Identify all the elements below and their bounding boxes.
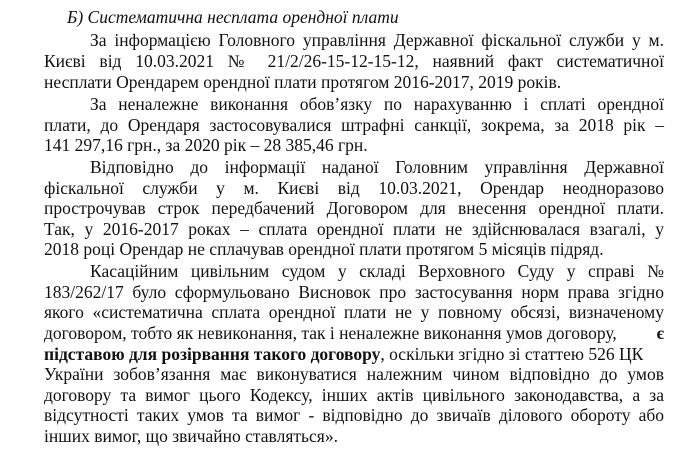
paragraph-1-line-3: несплати Орендарем орендної плати протягом 2016-2017, 2019 років. bbox=[44, 71, 562, 92]
paragraph-4-line-5-bold: підставою для розірвання такого договору bbox=[44, 343, 381, 364]
paragraph-3-line-1: Відповідно до інформації наданої Головним управління Державної bbox=[90, 156, 664, 177]
paragraph-4-line-7: договору та вимог цього Кодексу, інших актів цивільного законодавства, а за bbox=[44, 384, 664, 405]
paragraph-1-line-2: Києві від 10.03.2021 № 21/2/26-15-12-15-12, наявний факт систематичної bbox=[44, 51, 664, 72]
paragraph-3-line-2: фіскальної служби у м. Києві від 10.03.2021, Орендар неодноразово bbox=[44, 177, 664, 198]
paragraph-4-line-6: України зобов’язання має виконуватися належним чином відповідно до умов bbox=[44, 364, 664, 385]
paragraph-4-line-8: відсутності таких умов та вимог - відповідно до звичаїв ділового обороту або bbox=[44, 405, 664, 426]
paragraph-4-line-9: інших вимог, що звичайно ставляться». bbox=[44, 426, 338, 446]
paragraph-4-line-5 bbox=[44, 343, 643, 365]
paragraph-4-line-4-regular: договором, тобто як невиконання, так і неналежне виконання умов договору, bbox=[44, 322, 617, 343]
paragraph-1-line-1: За інформацією Головного управління Державної фіскальної служби у м. bbox=[90, 30, 664, 51]
paragraph-4-line-2: 183/262/17 було сформульовано Висновок про застосування норм права згідно bbox=[44, 281, 664, 302]
paragraph-4-line-4 bbox=[44, 322, 664, 344]
paragraph-4-line-3: якого «систематична сплата орендної плати не у повному обсязі, визначеному bbox=[44, 302, 664, 323]
paragraph-4-line-5-regular: , оскільки згідно зі статтею 526 ЦК bbox=[380, 343, 644, 364]
paragraph-3-line-3: прострочував строк передбачений Договором для внесення орендної плати. bbox=[44, 198, 664, 219]
paragraph-2-line-3: 141 297,16 грн., за 2020 рік – 28 385,46 грн. bbox=[44, 135, 368, 156]
paragraph-3-line-5: 2018 році Орендар не сплачував орендної плати протягом 5 місяців підряд. bbox=[44, 239, 604, 260]
paragraph-2-line-1: За неналежне виконання обов’язку по нарахуванню і сплаті орендної bbox=[90, 94, 664, 115]
paragraph-4-line-1: Касаційним цивільним судом у складі Верховного Суду у справі № bbox=[90, 261, 664, 282]
paragraph-2-line-2: плати, до Орендаря застосовувалися штрафні санкції, зокрема, за 2018 рік – bbox=[44, 114, 664, 135]
section-heading: Б) Систематична несплата орендної плати bbox=[67, 7, 399, 27]
paragraph-3-line-4: Так, у 2016-2017 роках – сплата орендної плати не здійснювалася взагалі, у bbox=[44, 218, 664, 239]
paragraph-4-line-4-bold: є bbox=[656, 322, 664, 343]
